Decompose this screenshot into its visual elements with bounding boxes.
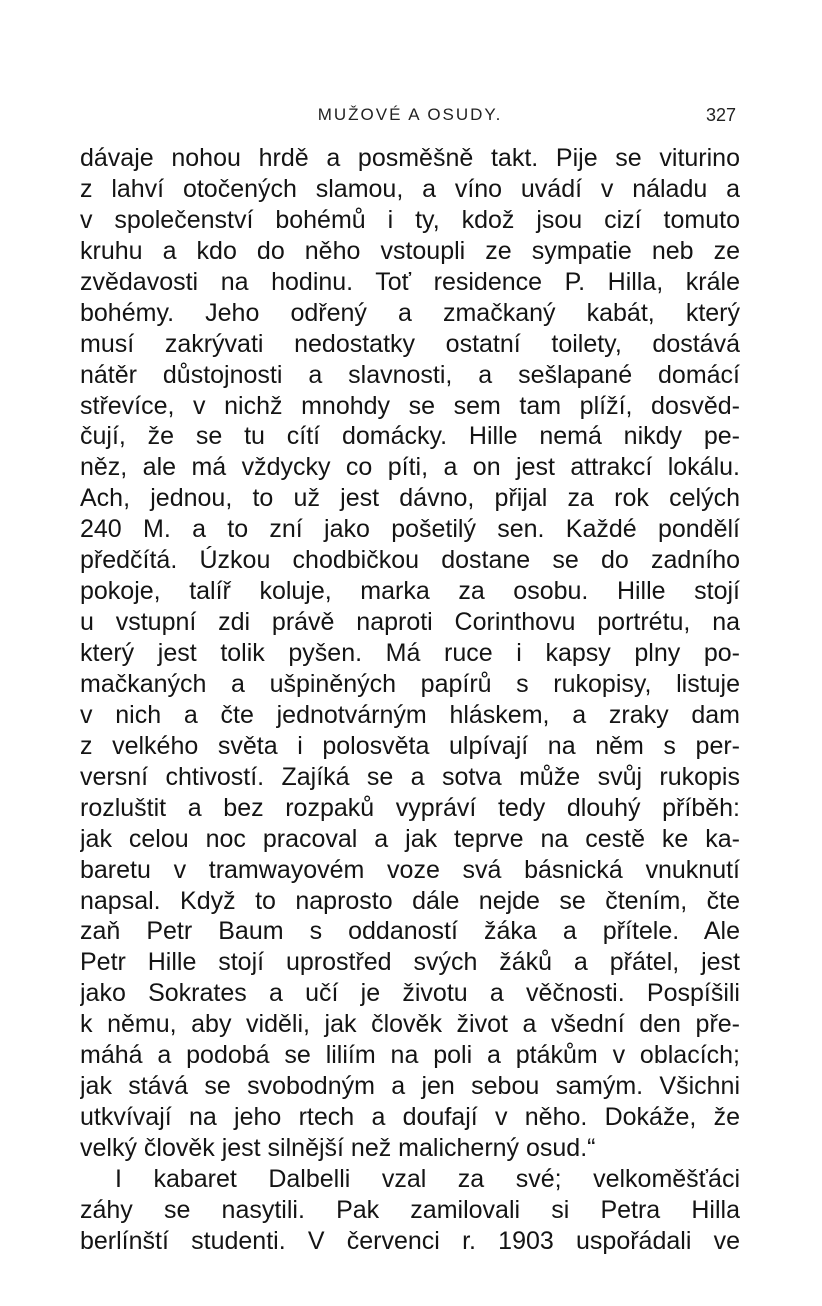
text-line: k němu, aby viděli, jak člověk život a všední den pře- (80, 1010, 740, 1039)
text-line: máhá a podobá se liliím na poli a ptákům v oblacích; (80, 1041, 740, 1070)
text-line: který jest tolik pyšen. Má ruce i kapsy plny po- (80, 639, 740, 667)
text-line: zaň Petr Baum s oddaností žáka a přítele. Ale (80, 917, 740, 946)
text-line: bohémy. Jeho odřený a zmačkaný kabát, který (80, 298, 740, 327)
text-line: versní chtivostí. Zajíká se a sotva může svůj rukopis (80, 762, 740, 791)
text-line: z velkého světa i polosvěta ulpívají na něm s per- (80, 731, 740, 760)
text-line: jako Sokrates a učí je životu a věčnosti. Pospíšili (80, 979, 740, 1008)
text-line: utkvívají na jeho rtech a doufají v něho. Dokáže, že (80, 1103, 740, 1132)
text-line: zvědavosti na hodinu. Toť residence P. Hilla, krále (80, 267, 740, 296)
header-title: MUŽOVÉ A OSUDY. (317, 105, 503, 124)
text-line: velký člověk jest silnější než malicherný osud.“ (80, 1134, 596, 1162)
text-line: v nich a čte jednotvárným hláskem, a zraky dam (80, 700, 740, 729)
text-line: baretu v tramwayovém voze svá básnická vnuknutí (80, 855, 740, 884)
text-line: předčítá. Úzkou chodbičkou dostane se do zadního (80, 546, 740, 575)
text-line: dávaje nohou hrdě a posměšně takt. Pije se viturino (80, 144, 740, 172)
text-line: napsal. Když to naprosto dále nejde se čtením, čte (80, 886, 740, 915)
text-line: pokoje, talíř koluje, marka za osobu. Hille stojí (80, 577, 740, 606)
text-line: střevíce, v nichž mnohdy se sem tam plíží, dosvěd- (80, 391, 740, 420)
text-line: jak celou noc pracoval a jak teprve na cestě ke ka- (80, 824, 740, 853)
text-line: rozluštit a bez rozpaků vypráví tedy dlouhý příběh: (80, 793, 740, 822)
text-line: čují, že se tu cítí domácky. Hille nemá nikdy pe- (80, 422, 740, 451)
text-line: z lahví otočených slamou, a víno uvádí v náladu a (80, 174, 740, 203)
text-line: jak stává se svobodným a jen sebou samým. Všichni (80, 1072, 740, 1101)
text-line: kruhu a kdo do něho vstoupli ze sympatie neb ze (80, 236, 740, 265)
text-line: nátěr důstojnosti a slavnosti, a sešlapané domácí (80, 360, 740, 389)
text-line: Petr Hille stojí uprostřed svých žáků a přátel, jest (80, 948, 740, 977)
text-line: záhy se nasytili. Pak zamilovali si Petra Hilla (80, 1195, 740, 1224)
text-line: mačkaných a ušpiněných papírů s rukopisy, listuje (80, 669, 740, 698)
text-line: berlínští studenti. V červenci r. 1903 uspořádali ve (80, 1226, 740, 1255)
text-line: Ach, jednou, to už jest dávno, přijal za rok celých (80, 484, 740, 513)
text-line: něz, ale má vždycky co píti, a on jest attrakcí lokálu. (80, 453, 740, 482)
running-header (80, 100, 740, 130)
text-line: 240 M. a to zní jako pošetilý sen. Každé pondělí (80, 515, 740, 544)
text-line: musí zakrývati nedostatky ostatní toilety, dostává (80, 329, 740, 358)
body-text (80, 143, 740, 1257)
text-line: v společenství bohémů i ty, kdož jsou cizí tomuto (80, 205, 740, 234)
text-line: I kabaret Dalbelli vzal za své; velkoměšťáci (115, 1164, 740, 1193)
page-number: 327 (705, 105, 736, 125)
text-line: u vstupní zdi právě naproti Corinthovu portrétu, na (80, 608, 740, 637)
